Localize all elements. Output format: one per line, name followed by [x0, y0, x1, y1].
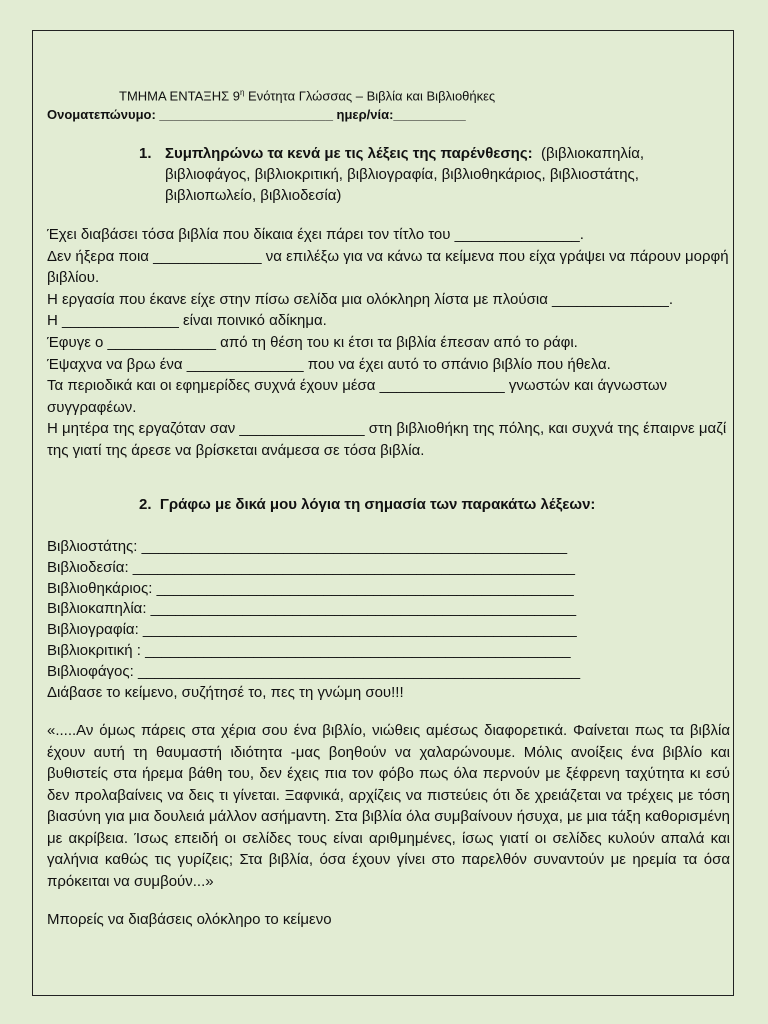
sentence-3: Η εργασία που έκανε είχε στην πίσω σελίδα μια ολόκληρη λίστα με πλούσια ______________.: [47, 290, 673, 308]
exercise-1-instruction: Συμπληρώνω τα κενά με τις λέξεις της παρένθεσης:: [165, 145, 533, 162]
worksheet-title: ΤΜΗΜΑ ΕΝΤΑΞΗΣ $9^\eta$ Ενότητα Γλώσσας – Βιβλία και Βιβλιοθήκες: [119, 88, 496, 104]
definition-line: Βιβλιοφάγος: _____________________________________________________: [47, 662, 581, 680]
sentence-2: Δεν ήξερα ποια _____________ να επιλέξω για να κάνω τα κείμενα που είχα γράψει να πάρουν μορφή βιβλίου.: [47, 247, 729, 287]
sentence-5: Έφυγε ο _____________ από τη θέση του κι έτσι τα βιβλία έπεσαν από το ράφι.: [47, 333, 578, 351]
sentence-1: Έχει διαβάσει τόσα βιβλία που δίκαια έχει πάρει τον τίτλο του _______________.: [47, 226, 584, 243]
definition-line: Βιβλιοκαπηλία: ___________________________________________________: [47, 600, 577, 618]
sentence-8: Η μητέρα της εργαζόταν σαν _______________ στη βιβλιοθήκη της πόλης, και συχνά της έπαιρνε μαζί της γιατί της άρεσε να βρίσκεται ανάμεσα σε τόσα βιβλία.: [47, 420, 727, 459]
discussion-prompt: Διάβασε το κείμενο, συζήτησέ το, πες τη γνώμη σου!!!: [47, 683, 404, 701]
sentence-6: Έψαχνα να βρω ένα ______________ που να έχει αυτό το σπάνιο βιβλίο που ήθελα.: [47, 355, 611, 373]
exercise-1-heading: [139, 143, 699, 206]
reading-passage: [47, 720, 730, 892]
definition-line: Βιβλιοθηκάριος: __________________________________________________: [47, 579, 574, 597]
name-date-line: Ονοματεπώνυμο: ________________________ ημερ/νία:__________: [47, 107, 466, 122]
definition-line: Βιβλιοδεσία: _____________________________________________________: [47, 558, 575, 576]
definition-lines: [47, 537, 580, 703]
exercise-2-number: 2.: [139, 496, 152, 513]
definition-line: Βιβλιοκριτική : ___________________________________________________: [47, 641, 571, 659]
read-full-text-note: Μπορείς να διαβάσεις ολόκληρο το κείμενο: [47, 911, 332, 928]
reading-passage-text: «.....Αν όμως πάρεις στα χέρια σου ένα βιβλίο, νιώθεις αμέσως διαφορετικά. Φαίνεται πως τα βιβλία έχουν αυτή τη θαυμαστή ιδιότητα -μας βοηθούν να χαλαρώνουμε. Μόλις ανοίξεις ένα βιβλίο και βυθιστείς στα ήρεμα βάθη του, δεν έχεις πια τον φόβο πως όλα περνούν με ξέφρενη ταχύτητα κι εσύ δεν προλαβαίνεις να δεις τι γίνεται. Ξαφνικά, αρχίζεις να πιστεύεις ότι δε χρειάζεται να τρέχεις με τόση βιασύνη για μια δουλειά μάλλον ασήμαντη. Στα βιβλία όλα συμβαίνουν ήσυχα, με μια τάξη καθορισμένη με ακρίβεια. Ίσως επειδή οι σελίδες τους είναι αριθμημένες, ίσως γιατί οι σελίδες κυλούν απαλά και γαλήνια καθώς τις γυρίζεις; Στα βιβλία, όσα έχουν γίνει στο παρελθόν συναντούν με ηρεμία τα όσα πρόκειται να συμβούν...»: [47, 722, 730, 890]
fill-in-sentences: [47, 224, 737, 462]
exercise-1-number: 1.: [139, 145, 152, 162]
exercise-2-heading: [139, 496, 595, 513]
sentence-4: Η ______________ είναι ποινικό αδίκημα.: [47, 312, 327, 330]
definition-line: Βιβλιοστάτης: ___________________________________________________: [47, 538, 568, 555]
sentence-7: Τα περιοδικά και οι εφημερίδες συχνά έχουν μέσα _______________ γνωστών και άγνωστων συγγραφέων.: [47, 377, 668, 416]
exercise-1-word-list: (βιβλιοκαπηλία, βιβλιοφάγος, βιβλιοκριτική, βιβλιογραφία, βιβλιοθηκάριος, βιβλιοστάτης, βιβλιοπωλείο, βιβλιοδεσία): [165, 145, 645, 204]
exercise-2-instruction: Γράφω με δικά μου λόγια τη σημασία των παρακάτω λέξεων:: [159, 496, 596, 513]
definition-line: Βιβλιογραφία: ____________________________________________________: [47, 621, 577, 639]
